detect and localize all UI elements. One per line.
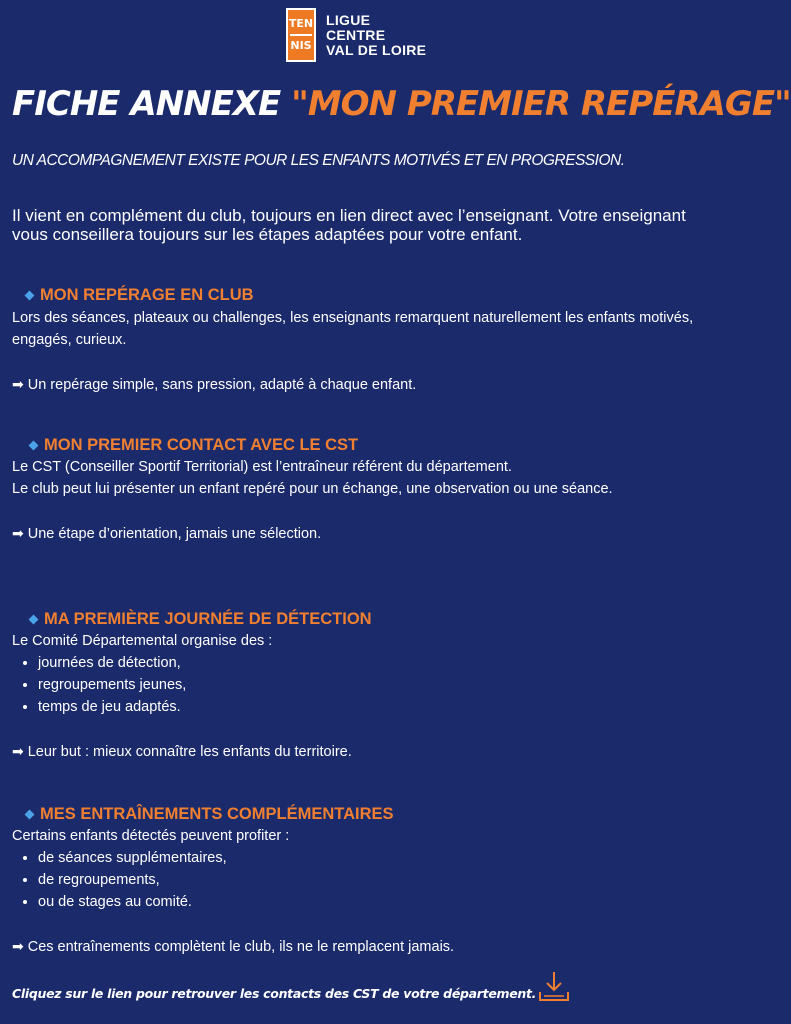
- title-part-1: FICHE ANNEXE: [12, 84, 292, 124]
- section-text-1: Le CST (Conseiller Sportif Territorial) est l’entraîneur référent du département.: [12, 459, 512, 475]
- section-arrow-text: Ces entraînements complètent le club, ils ne le remplacent jamais.: [27, 939, 455, 955]
- section-arrow-text: Une étape d’orientation, jamais une sélection.: [27, 526, 322, 542]
- section-heading-text: MON PREMIER CONTACT AVEC LE CST: [44, 436, 359, 454]
- title-part-2: "MON PREMIER REPÉRAGE": [291, 84, 791, 124]
- diamond-icon: [25, 810, 35, 820]
- section-heading-text: MA PREMIÈRE JOURNÉE DE DÉTECTION: [44, 610, 372, 628]
- section-arrow-line: [12, 935, 717, 958]
- ligue-logo: [286, 8, 426, 62]
- section-heading: [12, 286, 717, 305]
- diamond-icon: [29, 615, 39, 625]
- list-item: • temps de jeu adaptés.: [38, 696, 717, 718]
- tennis-logo-box: [286, 8, 316, 62]
- section-contact-cst: [12, 436, 717, 545]
- logo-line-3: VAL DE LOIRE: [326, 41, 427, 58]
- logo-box-top: TEN: [288, 17, 314, 30]
- section-arrow-text: Un repérage simple, sans pression, adapté à chaque enfant.: [27, 377, 417, 393]
- section-entrainements: [12, 805, 717, 958]
- bullet-list: [12, 847, 717, 913]
- right-arrow-icon: ➡: [12, 376, 24, 392]
- list-item: • regroupements jeunes,: [38, 674, 717, 696]
- cst-contacts-link[interactable]: Cliquez sur le lien pour retrouver les contacts des CST de votre département.: [12, 986, 537, 1001]
- logo-box-bottom: NIS: [290, 39, 312, 52]
- section-heading-text: MON REPÉRAGE EN CLUB: [40, 286, 254, 304]
- section-arrow-text: Leur but : mieux connaître les enfants du territoire.: [27, 744, 352, 760]
- page-title: [12, 84, 791, 124]
- section-repérage-club: [12, 286, 717, 396]
- right-arrow-icon: ➡: [12, 743, 24, 759]
- section-heading: [12, 805, 717, 824]
- right-arrow-icon: ➡: [12, 525, 24, 541]
- list-item: • de séances supplémentaires,: [38, 847, 717, 869]
- section-heading: [12, 610, 717, 629]
- diamond-icon: [25, 291, 35, 301]
- list-item: • journées de détection,: [38, 652, 717, 674]
- page-subtitle: UN ACCOMPAGNEMENT EXISTE POUR LES ENFANTS MOTIVÉS ET EN PROGRESSION.: [12, 152, 625, 169]
- intro-text: Il vient en complément du club, toujours en lien direct avec l’enseignant. Votre enseignant vous conseillera toujours sur les étapes adaptées pour votre enfant.: [12, 206, 686, 244]
- list-item: • ou de stages au comité.: [38, 891, 717, 913]
- section-arrow-line: [12, 373, 717, 396]
- logo-line-1: LIGUE: [326, 11, 371, 28]
- logo-text: [326, 13, 426, 58]
- logo-line-2: CENTRE: [326, 26, 386, 43]
- section-text: Le Comité Départemental organise des :: [12, 633, 273, 649]
- section-text: Lors des séances, plateaux ou challenges, les enseignants remarquent naturellement les enfants motivés, engagés, curieux.: [12, 310, 694, 348]
- section-arrow-line: [12, 740, 717, 763]
- list-item: • de regroupements,: [38, 869, 717, 891]
- right-arrow-icon: ➡: [12, 938, 24, 954]
- section-journee-detection: [12, 610, 717, 763]
- section-text-2: Le club peut lui présenter un enfant repéré pour un échange, une observation ou une séance.: [12, 481, 613, 497]
- bullet-list: [12, 652, 717, 718]
- download-icon[interactable]: [536, 968, 572, 1006]
- section-heading: [12, 436, 717, 455]
- section-arrow-line: [12, 522, 717, 545]
- section-text: Certains enfants détectés peuvent profiter :: [12, 828, 290, 844]
- diamond-icon: [29, 441, 39, 451]
- section-heading-text: MES ENTRAÎNEMENTS COMPLÉMENTAIRES: [40, 805, 394, 823]
